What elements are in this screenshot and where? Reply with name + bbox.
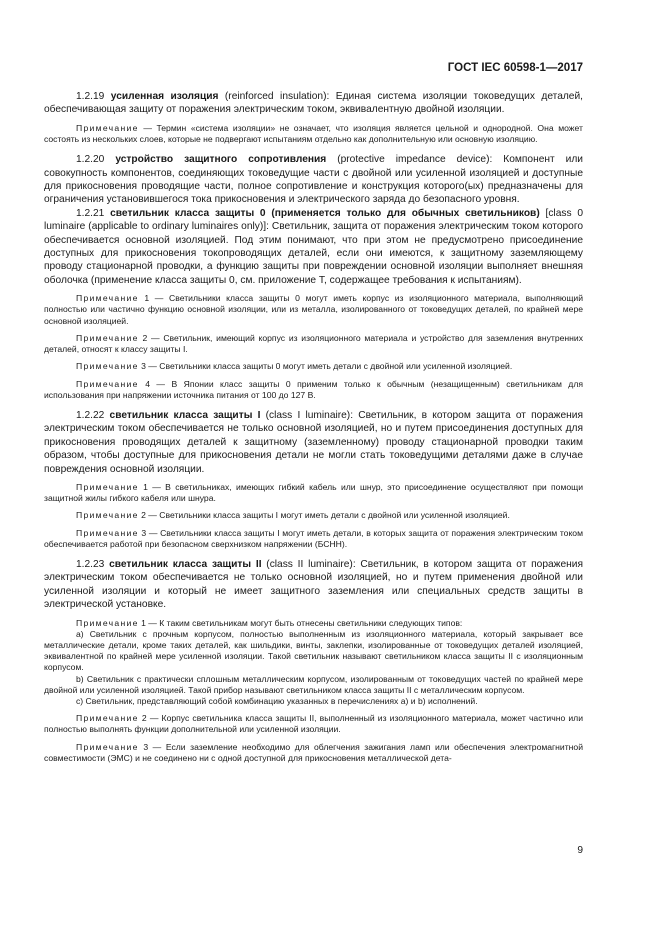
- clause-1-2-22: 1.2.22 светильник класса защиты I (class I luminaire): Светильник, в котором защита от поражения электрическим током обеспечивается не только основной изоляцией, но и путем присоединения доступных для прикосновения проводящих деталей к защитному (заземленному) проводу стационарной проводки таким образом, чтобы доступные для прикосновения детали не могли стать токоведущими деталями даже в случае повреждения основной изоляции.: [44, 409, 583, 475]
- note-1-2-23-1-c: c) Светильник, представляющий собой комбинацию указанных в перечислениях а) и b) исполнений.: [76, 696, 478, 706]
- page-number: 9: [577, 845, 583, 856]
- note-1-2-19: Примечание — Термин «система изоляции» не означает, что изоляция является цельной и однородной. Она может состоять из нескольких слоев, которые не подвергают испытаниям отдельно как дополнительную или основную изоляцию.: [44, 122, 583, 145]
- note-1-2-23-1: Примечание 1 — К таким светильникам могут быть отнесены светильники следующих типов:: [76, 617, 463, 628]
- note-1-2-22-3: Примечание 3 — Светильники класса защиты I могут иметь детали, в которых защита от поражения электрическим током обеспечивается работой при безопасном сверхнизком напряжении (БСНН).: [44, 527, 583, 549]
- note-1-2-22-2: Примечание 2 — Светильники класса защиты I могут иметь детали с двойной или усиленной изоляцией.: [76, 510, 510, 521]
- note-1-2-23-1-b: b) Светильник с практически сплошным металлическим корпусом, изолированным от токоведущих частей по крайней мере двойной или усиленной изоляцией. Такой прибор называют светильником класса защиты II с металлическим корпусом.: [44, 673, 583, 695]
- note-1-2-21-4: Примечание 4 — В Японии класс защиты 0 применим только к обычным (незащищенным) светильникам для использования при напряжении источника питания от 100 до 127 В.: [44, 378, 583, 400]
- term-class-1-luminaire: светильник класса защиты I: [109, 409, 261, 421]
- note-1-2-23-2: Примечание 2 — Корпус светильника класса защиты II, выполненный из изоляционного материала, может частично или полностью выполнять функции дополнительной или усиленной изоляции.: [44, 713, 583, 735]
- document-code: ГОСТ IEC 60598-1—2017: [447, 62, 583, 74]
- note-1-2-21-2: Примечание 2 — Светильник, имеющий корпус из изоляционного материала и устройство для заземления внутренних деталей, относят к классу защиты I.: [44, 332, 583, 355]
- clause-1-2-19: 1.2.19 усиленная изоляция (reinforced insulation): Единая система изоляции токоведущих деталей, обеспечивающая защиту от поражения электрическим током, эквивалентную двойной изоляции.: [44, 91, 583, 116]
- note-1-2-22-1: Примечание 1 — В светильниках, имеющих гибкий кабель или шнур, это присоединение осуществляют при помощи защитной жилы гибкого кабеля или шнура.: [44, 481, 583, 504]
- term-reinforced-insulation: усиленная изоляция: [110, 91, 219, 102]
- document-body: [44, 90, 583, 764]
- term-protective-impedance-device: устройство защитного сопротивления: [115, 154, 327, 166]
- clause-1-2-21: 1.2.21 светильник класса защиты 0 (применяется только для обычных светильников) [class 0 luminaire (applicable to ordinary luminaires only)]: Светильник, защита от поражения электрическим током которого обеспечивается основной изоляцией. Под этим понимают, что при этом не предусмотрено присоединение доступных для прикосновения токопроводящих деталей, если они имеются, к защитному заземляющему проводу стационарной проводки, а функцию защиты при повреждении основной изоляции выполняет внешняя оболочка (применение класса защиты 0, см. приложение Т, содержащее требования к испытаниям).: [44, 207, 583, 286]
- note-1-2-21-1: Примечание 1 — Светильники класса защиты 0 могут иметь корпус из изоляционного материала, выполняющий полностью или частично функцию основной изоляции, или из металла, изолированного от токоведущих деталей, по крайней мере основной изоляцией.: [44, 293, 583, 326]
- term-class-2-luminaire: светильник класса защиты II: [109, 558, 262, 570]
- note-1-2-21-3: Примечание 3 — Светильники класса защиты 0 могут иметь детали с двойной или усиленной изоляцией.: [76, 361, 513, 372]
- note-1-2-23-3: Примечание 3 — Если заземление необходимо для облегчения зажигания ламп или обеспечения электромагнитной совместимости (ЭМС) и не соединено ни с одной доступной для прикосновения металлической дета-: [44, 741, 583, 763]
- clause-1-2-23: 1.2.23 светильник класса защиты II (class II luminaire): Светильник, в котором защита от поражения электрическим током обеспечивается не только основной изоляцией, но и путем применения двойной или усиленной изоляции и который не имеет защитного заземления или специальных средств защиты в электрической установке.: [44, 558, 583, 611]
- note-1-2-23-1-a: а) Светильник с прочным корпусом, полностью выполненным из изоляционного материала, который закрывает все металлические детали, кроме таких деталей, как шильдики, винты, заклепки, изолированные от токоведущих деталей изоляцией, эквивалентной по крайней мере усиленной изоляции. Такой светильник называют светильником класса защиты II с изоляционным корпусом.: [44, 628, 583, 673]
- clause-1-2-20: 1.2.20 устройство защитного сопротивления (protective impedance device): Компонент или совокупность компонентов, соединяющих токоведущие части с двойной или усиленной изоляцией и доступные для прикосновения проводящие части, полное сопротивление и конструкция которого(ых) предназначены для ограничения установившегося тока прикосновения и электрического заряда до безопасного уровня.: [44, 154, 583, 206]
- term-class-0-luminaire: светильник класса защиты 0 (применяется только для обычных светильников): [110, 207, 540, 219]
